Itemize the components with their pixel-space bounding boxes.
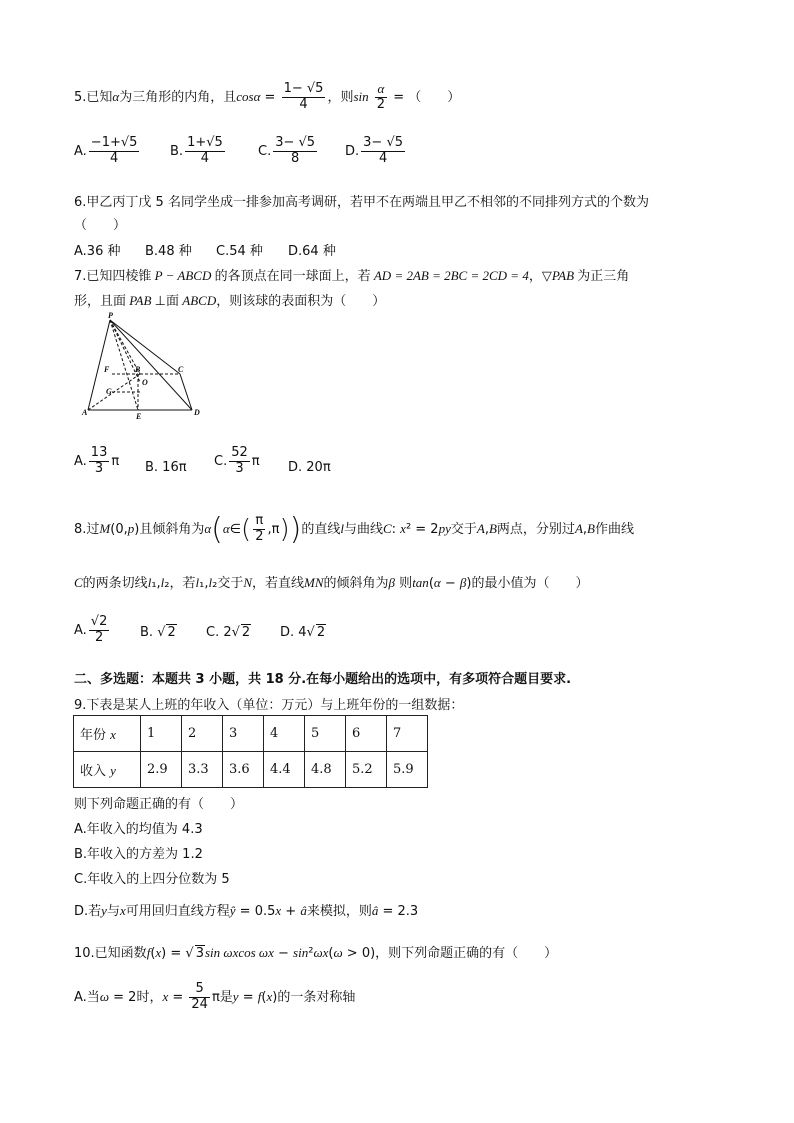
q6-option-b[interactable]: B.48 种 (145, 244, 192, 259)
q9-option-d[interactable]: D.若y与x可用回归直线方程ŷ = 0.5x + â来模拟，则â = 2.3 (74, 903, 419, 919)
q7-option-b[interactable]: B. 16π (145, 460, 187, 475)
q9-intro: 9.下表是某人上班的年收入（单位：万元）与上班年份的一组数据： (74, 698, 464, 713)
q7-option-d[interactable]: D. 20π (288, 460, 331, 475)
q8-stem-line1: 8.过M(0,p)且倾斜角为α(α∈( $\frac{\pi}{2}$ ,π))的直线l与曲线C: x² = 2py交于A,B两点，分别过A,B作曲线 (74, 512, 634, 547)
fig-label-e: E (136, 412, 142, 420)
q7-stem-line1: 7.已知四棱锥 P − ABCD 的各顶点在同一球面上，若 AD = 2AB = 2BC = 2CD = 4，▽PAB 为正三角 (74, 268, 630, 284)
fig-label-p: P (108, 312, 113, 320)
fig-label-g: G (106, 387, 112, 396)
q8-option-c[interactable]: C. 2√ 2 (206, 625, 251, 640)
q6-option-d[interactable]: D.64 种 (288, 244, 336, 259)
q5-cos-fraction: $\frac{1- √5}{4}$ (283, 81, 324, 112)
q8-option-a[interactable]: A. $\frac{√2}{2}$ (74, 614, 108, 645)
fig-label-f: F (104, 365, 110, 374)
table-row: 收入 y 2.9 3.3 3.6 4.4 4.8 5.2 5.9 (74, 752, 428, 788)
q9-prompt: 则下列命题正确的有（ ） (74, 797, 244, 812)
q9-option-b[interactable]: B.年收入的方差为 1.2 (74, 847, 203, 862)
q5-option-c[interactable]: C. $\frac{3- √5}{8}$ (258, 135, 316, 166)
q8-option-b[interactable]: B. √ 2 (140, 625, 176, 640)
table-head-year: 年份 x (74, 716, 141, 752)
table-head-income: 收入 y (74, 752, 141, 788)
q7-option-a[interactable]: A. $\frac{13}{3}$ π (74, 445, 120, 476)
q9-option-a[interactable]: A.年收入的均值为 4.3 (74, 822, 203, 837)
q7-stem-line2: 形，且面 PAB ⊥面 ABCD，则该球的表面积为（ ） (74, 293, 386, 309)
fig-label-d: D (194, 408, 200, 417)
q5-option-b[interactable]: B. $\frac{1+√5}{4}$ (170, 135, 223, 166)
q9-data-table (73, 715, 428, 788)
fig-label-a: A (82, 408, 88, 417)
fig-label-c: C (178, 365, 184, 374)
q5-option-d[interactable]: D. $\frac{3- √5}{4}$ (345, 135, 404, 166)
q7-option-c[interactable]: C. $\frac{52}{3}$ π (214, 445, 260, 476)
q6-stem: 6.甲乙丙丁戊 5 名同学坐成一排参加高考调研，若甲不在两端且甲乙不相邻的不同排列方式的个数为 (74, 195, 649, 210)
q8-stem-line2: C的两条切线l₁,l₂，若l₁,l₂交于N，若直线MN的倾斜角为β 则tan(α − β)的最小值为（ ） (74, 575, 589, 591)
q6-option-c[interactable]: C.54 种 (216, 244, 263, 259)
q10-stem: 10.已知函数f(x) = √ 3sin ωxcos ωx − sin²ωx(ω > 0)，则下列命题正确的有（ ） (74, 945, 558, 961)
fig-label-b: B (135, 365, 141, 374)
q6-option-a[interactable]: A.36 种 (74, 244, 121, 259)
q5-stem: 5.已知α为三角形的内角，且cosα = $\frac{1- √5}{4}$ ，则sin $\frac{\alpha}{2}$ = （ ） (74, 81, 461, 112)
pyramid-figure (80, 312, 210, 420)
q5-sin-fraction: $\frac{\alpha}{2}$ (376, 81, 386, 112)
q8-option-d[interactable]: D. 4√ 2 (280, 625, 326, 640)
fig-label-o: O (142, 378, 148, 387)
q10-option-a[interactable]: A.当ω = 2时，x = $\frac{5}{24}$ π是y = f(x)的一条对称轴 (74, 981, 356, 1012)
q6-paren: （ ） (74, 218, 127, 233)
q9-option-c[interactable]: C.年收入的上四分位数为 5 (74, 872, 230, 887)
table-row: 年份 x 1 2 3 4 5 6 7 (74, 716, 428, 752)
q5-option-a[interactable]: A. $\frac{-1+√5}{4}$ (74, 135, 138, 166)
section2-title: 二、多选题：本题共 3 小题，共 18 分.在每小题给出的选项中，有多项符合题目要求. (74, 672, 572, 687)
